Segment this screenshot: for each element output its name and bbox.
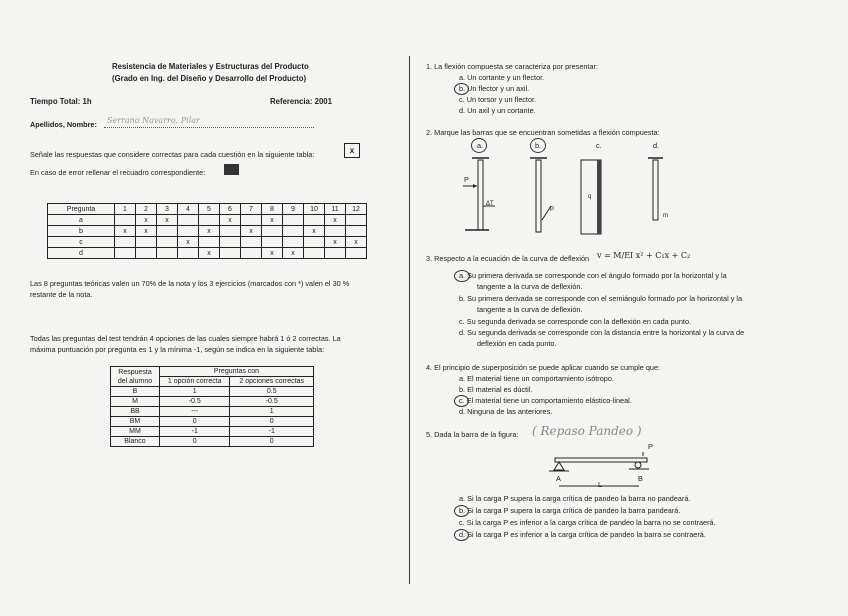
score-cell: --- [160,407,230,417]
grid-row-label: c [48,237,115,248]
grid-cell[interactable] [283,226,304,237]
score-cell: B [111,387,160,397]
score-cell: -0.5 [160,397,230,407]
grid-row-label: a [48,215,115,226]
mark-symbol-box: x [344,143,360,158]
grid-col-header: 3 [157,204,178,215]
score-cell: -1 [160,427,230,437]
grid-row [48,215,367,226]
score-col1-header: 1 opción correcta [160,377,230,387]
grid-cell[interactable] [325,248,346,259]
error-instructions: En caso de error rellenar el recuadro correspondiente: [30,168,206,177]
grid-cell[interactable]: x [262,215,283,226]
score-col0-header [111,367,160,387]
score-col0-line2: del alumno [117,377,153,385]
grid-cell[interactable] [220,248,241,259]
q4-option-b[interactable]: b. El material es dúctil. [459,385,533,394]
grid-col-header: 10 [304,204,325,215]
q1-option-c[interactable]: c. Un torsor y un flector. [459,95,537,104]
grid-cell[interactable]: x [262,248,283,259]
grid-cell[interactable] [178,248,199,259]
grid-cell[interactable] [178,226,199,237]
score-cell: 0.5 [230,387,314,397]
grid-cell[interactable] [346,248,367,259]
q5-handwritten-note: ( Repaso Pandeo ) [532,424,642,438]
time-label: Tiempo Total: 1h [30,97,92,106]
q5-d-circle-mark [454,529,469,541]
name-label: Apellidos, Nombre: [30,120,97,129]
grid-cell[interactable] [136,248,157,259]
grid-cell[interactable] [283,237,304,248]
grid-cell[interactable]: x [115,226,136,237]
score-cell: M [111,397,160,407]
q3-stem: 3. Respecto a la ecuación de la curva de deflexión [426,254,590,263]
q3-option-a-cont: tangente a la curva de deflexión. [477,282,583,291]
q2d-load-m: m [663,213,668,219]
q3-option-a[interactable]: a. Su primera derivada se corresponde con el ángulo formado por la horizontal y la [459,271,727,280]
grid-col-header: 9 [283,204,304,215]
column-divider [409,56,410,584]
grid-cell[interactable] [157,237,178,248]
q5-option-b[interactable]: b. Si la carga P supera la carga crítica de pandeo la barra pandeará. [459,506,681,515]
q2-stem: 2. Marque las barras que se encuentran sometidas a flexión compuesta: [426,128,660,137]
grid-row [48,237,367,248]
grid-row [48,226,367,237]
q3-equation: v = M/EI x² + C₁x + C₂ [597,251,691,260]
grid-cell[interactable] [115,215,136,226]
grid-cell[interactable] [241,248,262,259]
grid-row [48,248,367,259]
q2a-dt-label: ΔT [486,201,494,207]
score-row [111,427,314,437]
exam-subtitle: (Grado en Ing. del Diseño y Desarrollo del Producto) [112,74,307,83]
grid-col-header: 7 [241,204,262,215]
weights-text-1: Las 8 preguntas teóricas valen un 70% de la nota y los 3 ejercicios (marcados con *) valen el 30 % [30,279,350,288]
score-cell: 0 [160,437,230,447]
weights-text-2: restante de la nota. [30,290,93,299]
grid-cell[interactable] [262,226,283,237]
q1-option-a[interactable]: a. Un cortante y un flector. [459,73,545,82]
grid-cell[interactable] [262,237,283,248]
grid-cell[interactable] [115,237,136,248]
grid-cell[interactable]: x [199,226,220,237]
q5-label-b: B [638,474,643,483]
q2-beams-diagram [455,150,675,250]
q2a-load-p: P [464,175,469,184]
score-row [111,387,314,397]
mark-instructions: Señale las respuestas que considere correctas para cada cuestión en la siguiente tabla: [30,150,315,159]
grid-cell[interactable]: x [304,226,325,237]
q1-b-circle-mark [454,83,469,95]
score-row [111,407,314,417]
q4-stem: 4. El principio de superposición se puede aplicar cuando se cumple que: [426,363,661,372]
score-cell: MM [111,427,160,437]
q5-pin-support-a [554,462,564,470]
grid-col-header: 8 [262,204,283,215]
grid-cell[interactable] [283,215,304,226]
score-col0-line1: Respuesta [118,368,152,376]
q5-load-label: P [648,442,653,451]
q2-label-a: a. [477,141,484,150]
grid-col-header: 11 [325,204,346,215]
grid-row-label: b [48,226,115,237]
score-cell: 0 [230,417,314,427]
grid-cell[interactable] [157,226,178,237]
grid-cell[interactable]: x [199,248,220,259]
grid-cell[interactable]: x [136,215,157,226]
q2b-load-p: P [550,207,555,213]
q5-stem: 5. Dada la barra de la figura: [426,430,519,439]
q2-label-b: b. [535,141,542,150]
error-filled-box [224,164,239,175]
score-cell: BM [111,417,160,427]
q2c-load-q: q [588,194,592,200]
q5-label-l: L [598,480,603,489]
q1-option-b[interactable]: b. Un flector y un axil. [459,84,530,93]
score-cell: 1 [160,387,230,397]
grid-cell[interactable] [304,248,325,259]
q1-option-d[interactable]: d. Un axil y un cortante. [459,106,536,115]
grid-cell[interactable] [241,237,262,248]
q5-roller-support-b [635,462,641,468]
answer-grid [47,203,367,259]
q2d-beam [653,160,658,220]
q2a-beam [478,160,483,230]
grid-cell[interactable] [304,237,325,248]
q5-b-circle-mark [454,505,469,517]
score-cell: 1 [230,407,314,417]
q2c-beam [597,160,601,234]
grid-cell[interactable]: x [241,226,262,237]
q2-label-d: d. [653,141,660,150]
q3-option-d[interactable]: d. Su segunda derivada se corresponde con la distancia entre la horizontal y la curva de [459,328,745,337]
grid-col-header: 6 [220,204,241,215]
name-value: Serrano Navarro, Pilar [107,116,200,125]
reference-label: Referencia: 2001 [270,97,332,106]
grid-cell[interactable]: x [346,237,367,248]
grid-cell[interactable] [346,215,367,226]
q3-option-b[interactable]: b. Su primera derivada se corresponde con el semiángulo formado por la horizontal y la [459,294,743,303]
grid-cell[interactable] [220,237,241,248]
grid-cell[interactable] [304,215,325,226]
q5-option-c[interactable]: c. Si la carga P es inferior a la carga crítica de pandeo la barra no se contraerá. [459,518,716,527]
scoring-text-2: máxima puntuación por pregunta es 1 y la mínima -1, según se indica en la siguiente tabla: [30,345,325,354]
score-cell: Blanco [111,437,160,447]
scoring-text-1: Todas las preguntas del test tendrán 4 opciones de las cuales siempre habrá 1 ó 2 correctas. La [30,334,341,343]
grid-cell[interactable]: x [283,248,304,259]
exam-title: Resistencia de Materiales y Estructuras del Producto [112,62,309,71]
grid-cell[interactable]: x [325,215,346,226]
score-group-header: Preguntas con [160,367,314,377]
score-row [111,437,314,447]
score-col2-header: 2 opciones correctas [230,377,314,387]
grid-cell[interactable] [199,215,220,226]
grid-cell[interactable]: x [157,215,178,226]
grid-cell[interactable]: x [178,237,199,248]
q3-option-c[interactable]: c. Su segunda derivada se corresponde con la deflexión en cada punto. [459,317,692,326]
score-row [111,397,314,407]
name-underline [104,127,314,128]
grid-cell[interactable] [325,226,346,237]
score-cell: BB [111,407,160,417]
q2b-beam [536,160,541,232]
q5-label-a: A [556,474,561,483]
grid-col-header: 5 [199,204,220,215]
q3-option-d-cont: deflexión en cada punto. [477,339,557,348]
grid-cell[interactable]: x [325,237,346,248]
q4-option-d[interactable]: d. Ninguna de las anteriores. [459,407,553,416]
q1-stem: 1. La flexión compuesta se caracteriza por presentar: [426,62,598,71]
q5-option-a[interactable]: a. Si la carga P supera la carga crítica de pandeo la barra no pandeará. [459,494,691,503]
grid-cell[interactable]: x [220,215,241,226]
grid-col-header: 2 [136,204,157,215]
grid-row-label: d [48,248,115,259]
q5-beam-diagram [545,450,665,495]
score-cell: 0 [160,417,230,427]
grid-header-label: Pregunta [48,204,115,215]
q4-option-a[interactable]: a. El material tiene un comportamiento isótropo. [459,374,614,383]
score-cell: -0.5 [230,397,314,407]
q3-option-b-cont: tangente a la curva de deflexión. [477,305,583,314]
grid-cell[interactable] [199,237,220,248]
grid-cell[interactable] [178,215,199,226]
grid-cell[interactable] [136,237,157,248]
grid-cell[interactable]: x [136,226,157,237]
grid-cell[interactable] [241,215,262,226]
q4-option-c[interactable]: c. El material tiene un comportamiento elástico-lineal. [459,396,632,405]
q5-option-d[interactable]: d. Si la carga P es inferior a la carga crítica de pandeo la barra se contraerá. [459,530,706,539]
score-cell: -1 [230,427,314,437]
score-row [111,417,314,427]
grid-cell[interactable] [115,248,136,259]
q5-beam [555,458,647,462]
score-cell: 0 [230,437,314,447]
grid-cell[interactable] [157,248,178,259]
grid-cell[interactable] [220,226,241,237]
q2-label-c: c. [596,141,602,150]
grid-col-header: 1 [115,204,136,215]
q3-a-circle-mark [454,270,470,282]
grid-cell[interactable] [346,226,367,237]
q2a-load-arrowhead [473,184,477,188]
score-table [110,366,314,447]
q4-c-circle-mark [454,395,469,407]
grid-col-header: 4 [178,204,199,215]
grid-col-header: 12 [346,204,367,215]
